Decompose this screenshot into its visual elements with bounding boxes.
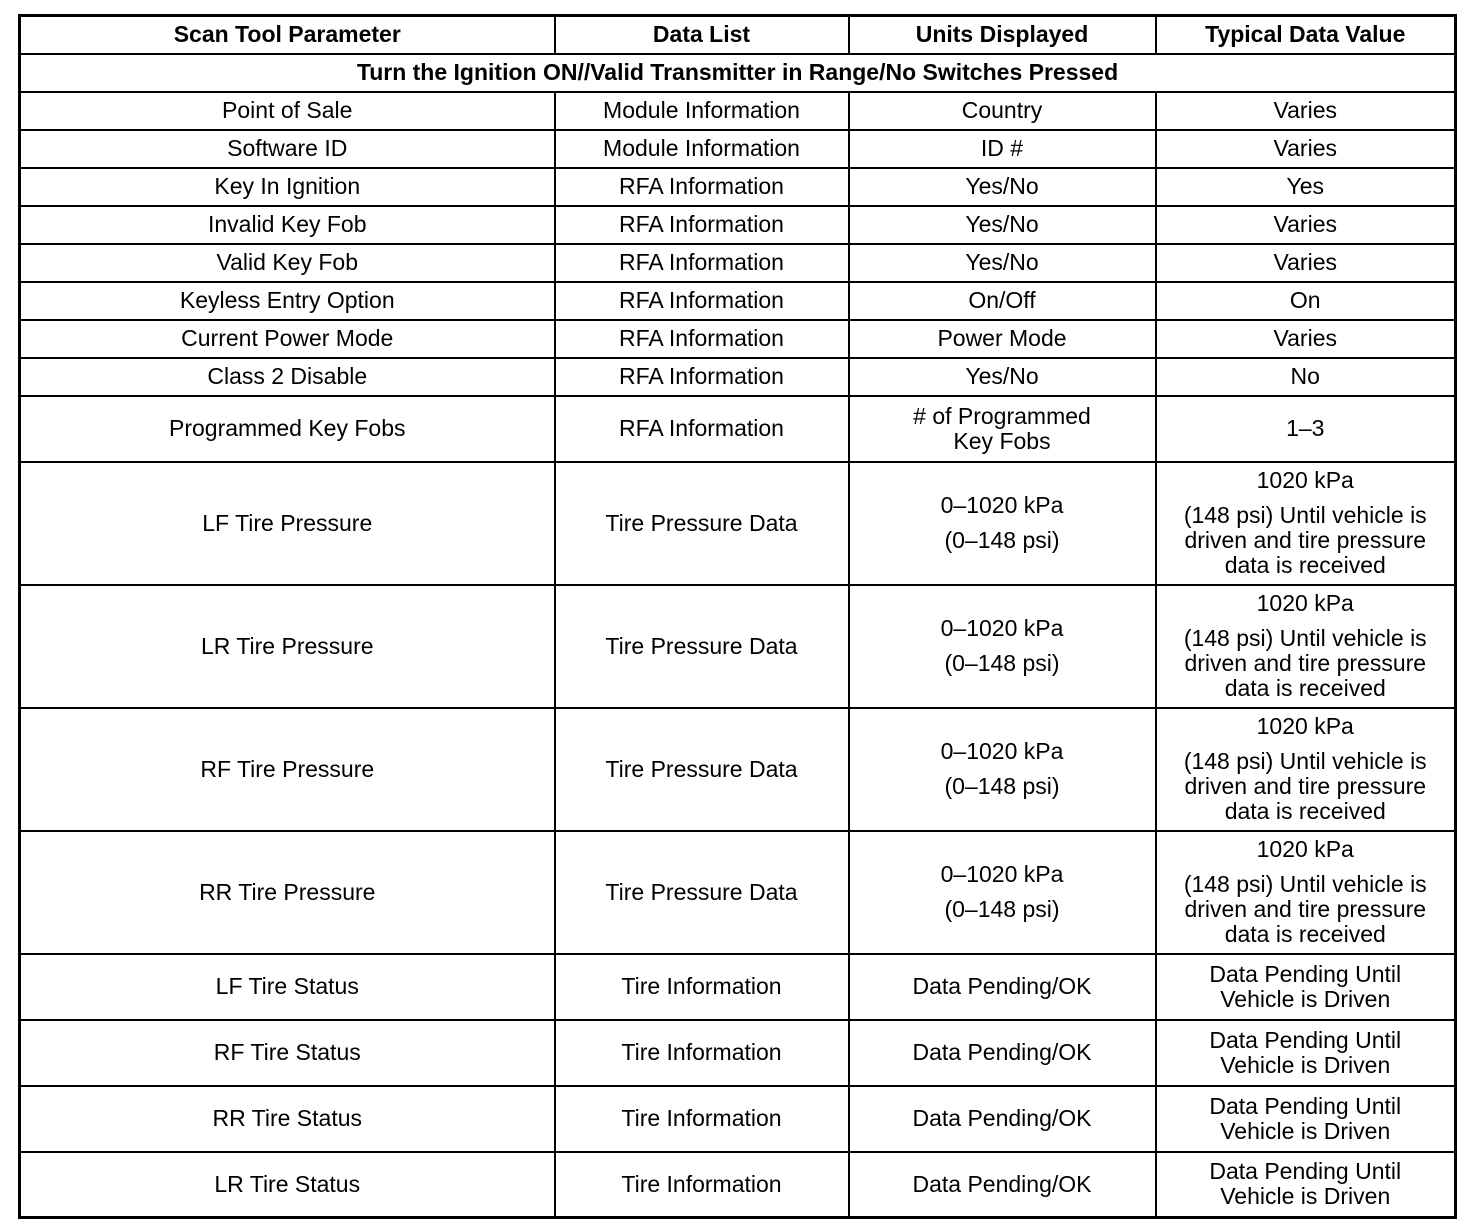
- data-list-cell: Tire Pressure Data: [555, 585, 849, 708]
- typical-value-cell: 1–3: [1156, 396, 1456, 462]
- parameter-cell: Point of Sale: [20, 92, 555, 130]
- typical-value-cell: [1156, 831, 1456, 954]
- parameter-cell: LR Tire Pressure: [20, 585, 555, 708]
- typical-line: 1020 kPa: [1256, 467, 1354, 493]
- typical-value-cell: [1156, 1152, 1456, 1218]
- parameter-cell: LF Tire Pressure: [20, 462, 555, 585]
- units-cell: Data Pending/OK: [849, 1152, 1156, 1218]
- table-row: [20, 585, 1456, 708]
- units-cell: On/Off: [849, 282, 1156, 320]
- parameter-cell: LF Tire Status: [20, 954, 555, 1020]
- table-row: [20, 358, 1456, 396]
- table-row: [20, 831, 1456, 954]
- parameter-cell: RF Tire Pressure: [20, 708, 555, 831]
- units-cell: [849, 585, 1156, 708]
- typical-value-cell: On: [1156, 282, 1456, 320]
- typical-line: 1020 kPa: [1256, 590, 1354, 616]
- units-line: 0–1020 kPa: [940, 492, 1064, 518]
- data-list-cell: Tire Pressure Data: [555, 462, 849, 585]
- units-cell: Country: [849, 92, 1156, 130]
- typical-value-cell: Varies: [1156, 92, 1456, 130]
- data-list-cell: Tire Information: [555, 1086, 849, 1152]
- data-list-cell: Module Information: [555, 130, 849, 168]
- table-row: [20, 954, 1456, 1020]
- typical-line: Vehicle is Driven: [1220, 985, 1391, 1012]
- typical-line: Data Pending Until: [1209, 1092, 1402, 1119]
- typical-line: Vehicle is Driven: [1220, 1051, 1391, 1078]
- data-list-cell: RFA Information: [555, 282, 849, 320]
- units-cell: Yes/No: [849, 206, 1156, 244]
- column-header-units: Units Displayed: [849, 16, 1156, 54]
- table-row: [20, 396, 1456, 462]
- data-list-cell: Tire Information: [555, 1020, 849, 1086]
- table-row: [20, 282, 1456, 320]
- units-line: # of Programmed: [913, 402, 1091, 429]
- data-list-cell: Tire Pressure Data: [555, 831, 849, 954]
- typical-line: Data Pending Until: [1209, 960, 1402, 987]
- typical-value-cell: [1156, 462, 1456, 585]
- units-cell: Yes/No: [849, 358, 1156, 396]
- typical-line: Vehicle is Driven: [1220, 1183, 1391, 1210]
- typical-value-cell: [1156, 708, 1456, 831]
- typical-line: data is received: [1224, 675, 1386, 701]
- data-list-cell: RFA Information: [555, 396, 849, 462]
- parameter-cell: Current Power Mode: [20, 320, 555, 358]
- typical-line: Data Pending Until: [1209, 1026, 1402, 1053]
- typical-value-cell: Varies: [1156, 206, 1456, 244]
- parameter-cell: RR Tire Status: [20, 1086, 555, 1152]
- units-cell: Power Mode: [849, 320, 1156, 358]
- table-row: [20, 462, 1456, 585]
- section-row: [20, 54, 1456, 92]
- typical-value-cell: Yes: [1156, 168, 1456, 206]
- typical-value-cell: [1156, 1020, 1456, 1086]
- column-header-typical-value: Typical Data Value: [1156, 16, 1456, 54]
- typical-line: driven and tire pressure: [1184, 896, 1427, 922]
- units-cell: Data Pending/OK: [849, 954, 1156, 1020]
- parameter-cell: Key In Ignition: [20, 168, 555, 206]
- units-cell: [849, 831, 1156, 954]
- column-header-data-list: Data List: [555, 16, 849, 54]
- parameter-cell: RR Tire Pressure: [20, 831, 555, 954]
- parameter-cell: RF Tire Status: [20, 1020, 555, 1086]
- units-cell: Yes/No: [849, 244, 1156, 282]
- typical-value-cell: Varies: [1156, 130, 1456, 168]
- parameter-cell: Class 2 Disable: [20, 358, 555, 396]
- units-cell: [849, 396, 1156, 462]
- parameter-cell: Invalid Key Fob: [20, 206, 555, 244]
- table-row: [20, 206, 1456, 244]
- data-list-cell: RFA Information: [555, 244, 849, 282]
- section-heading: Turn the Ignition ON//Valid Transmitter in Range/No Switches Pressed: [20, 54, 1456, 92]
- units-line: 0–1020 kPa: [940, 615, 1064, 641]
- typical-value-cell: Varies: [1156, 244, 1456, 282]
- typical-line: 1020 kPa: [1256, 713, 1354, 739]
- typical-line: data is received: [1224, 921, 1386, 947]
- typical-value-cell: Varies: [1156, 320, 1456, 358]
- units-cell: Data Pending/OK: [849, 1086, 1156, 1152]
- typical-line: (148 psi) Until vehicle is: [1183, 502, 1427, 528]
- units-cell: [849, 708, 1156, 831]
- typical-line: (148 psi) Until vehicle is: [1183, 871, 1427, 897]
- data-list-cell: RFA Information: [555, 320, 849, 358]
- data-list-cell: Module Information: [555, 92, 849, 130]
- parameter-cell: Valid Key Fob: [20, 244, 555, 282]
- typical-line: driven and tire pressure: [1184, 773, 1427, 799]
- typical-line: (148 psi) Until vehicle is: [1183, 748, 1427, 774]
- typical-line: Vehicle is Driven: [1220, 1117, 1391, 1144]
- typical-line: data is received: [1224, 552, 1386, 578]
- units-cell: ID #: [849, 130, 1156, 168]
- table-row: [20, 92, 1456, 130]
- units-line: 0–1020 kPa: [940, 738, 1064, 764]
- units-cell: Data Pending/OK: [849, 1020, 1156, 1086]
- scan-tool-data-table: [18, 14, 1457, 1219]
- units-line: (0–148 psi): [944, 896, 1060, 922]
- units-line: (0–148 psi): [944, 773, 1060, 799]
- typical-line: driven and tire pressure: [1184, 650, 1427, 676]
- units-cell: [849, 462, 1156, 585]
- typical-value-cell: [1156, 1086, 1456, 1152]
- parameter-cell: LR Tire Status: [20, 1152, 555, 1218]
- units-line: Key Fobs: [953, 427, 1051, 454]
- table-row: [20, 130, 1456, 168]
- typical-line: driven and tire pressure: [1184, 527, 1427, 553]
- parameter-cell: Software ID: [20, 130, 555, 168]
- table-row: [20, 168, 1456, 206]
- units-line: (0–148 psi): [944, 527, 1060, 553]
- typical-line: Data Pending Until: [1209, 1158, 1402, 1185]
- units-line: 0–1020 kPa: [940, 861, 1064, 887]
- units-cell: Yes/No: [849, 168, 1156, 206]
- typical-line: 1020 kPa: [1256, 836, 1354, 862]
- typical-line: (148 psi) Until vehicle is: [1183, 625, 1427, 651]
- data-list-cell: RFA Information: [555, 206, 849, 244]
- data-list-cell: Tire Pressure Data: [555, 708, 849, 831]
- data-list-cell: Tire Information: [555, 954, 849, 1020]
- table-row: [20, 244, 1456, 282]
- parameter-cell: Programmed Key Fobs: [20, 396, 555, 462]
- table-row: [20, 1152, 1456, 1218]
- header-row: [20, 16, 1456, 54]
- parameter-cell: Keyless Entry Option: [20, 282, 555, 320]
- typical-value-cell: No: [1156, 358, 1456, 396]
- table-row: [20, 1020, 1456, 1086]
- data-list-cell: RFA Information: [555, 358, 849, 396]
- table-row: [20, 1086, 1456, 1152]
- table-row: [20, 708, 1456, 831]
- data-list-cell: Tire Information: [555, 1152, 849, 1218]
- typical-value-cell: [1156, 954, 1456, 1020]
- table-row: [20, 320, 1456, 358]
- data-list-cell: RFA Information: [555, 168, 849, 206]
- typical-line: data is received: [1224, 798, 1386, 824]
- typical-value-cell: [1156, 585, 1456, 708]
- units-line: (0–148 psi): [944, 650, 1060, 676]
- column-header-parameter: Scan Tool Parameter: [20, 16, 555, 54]
